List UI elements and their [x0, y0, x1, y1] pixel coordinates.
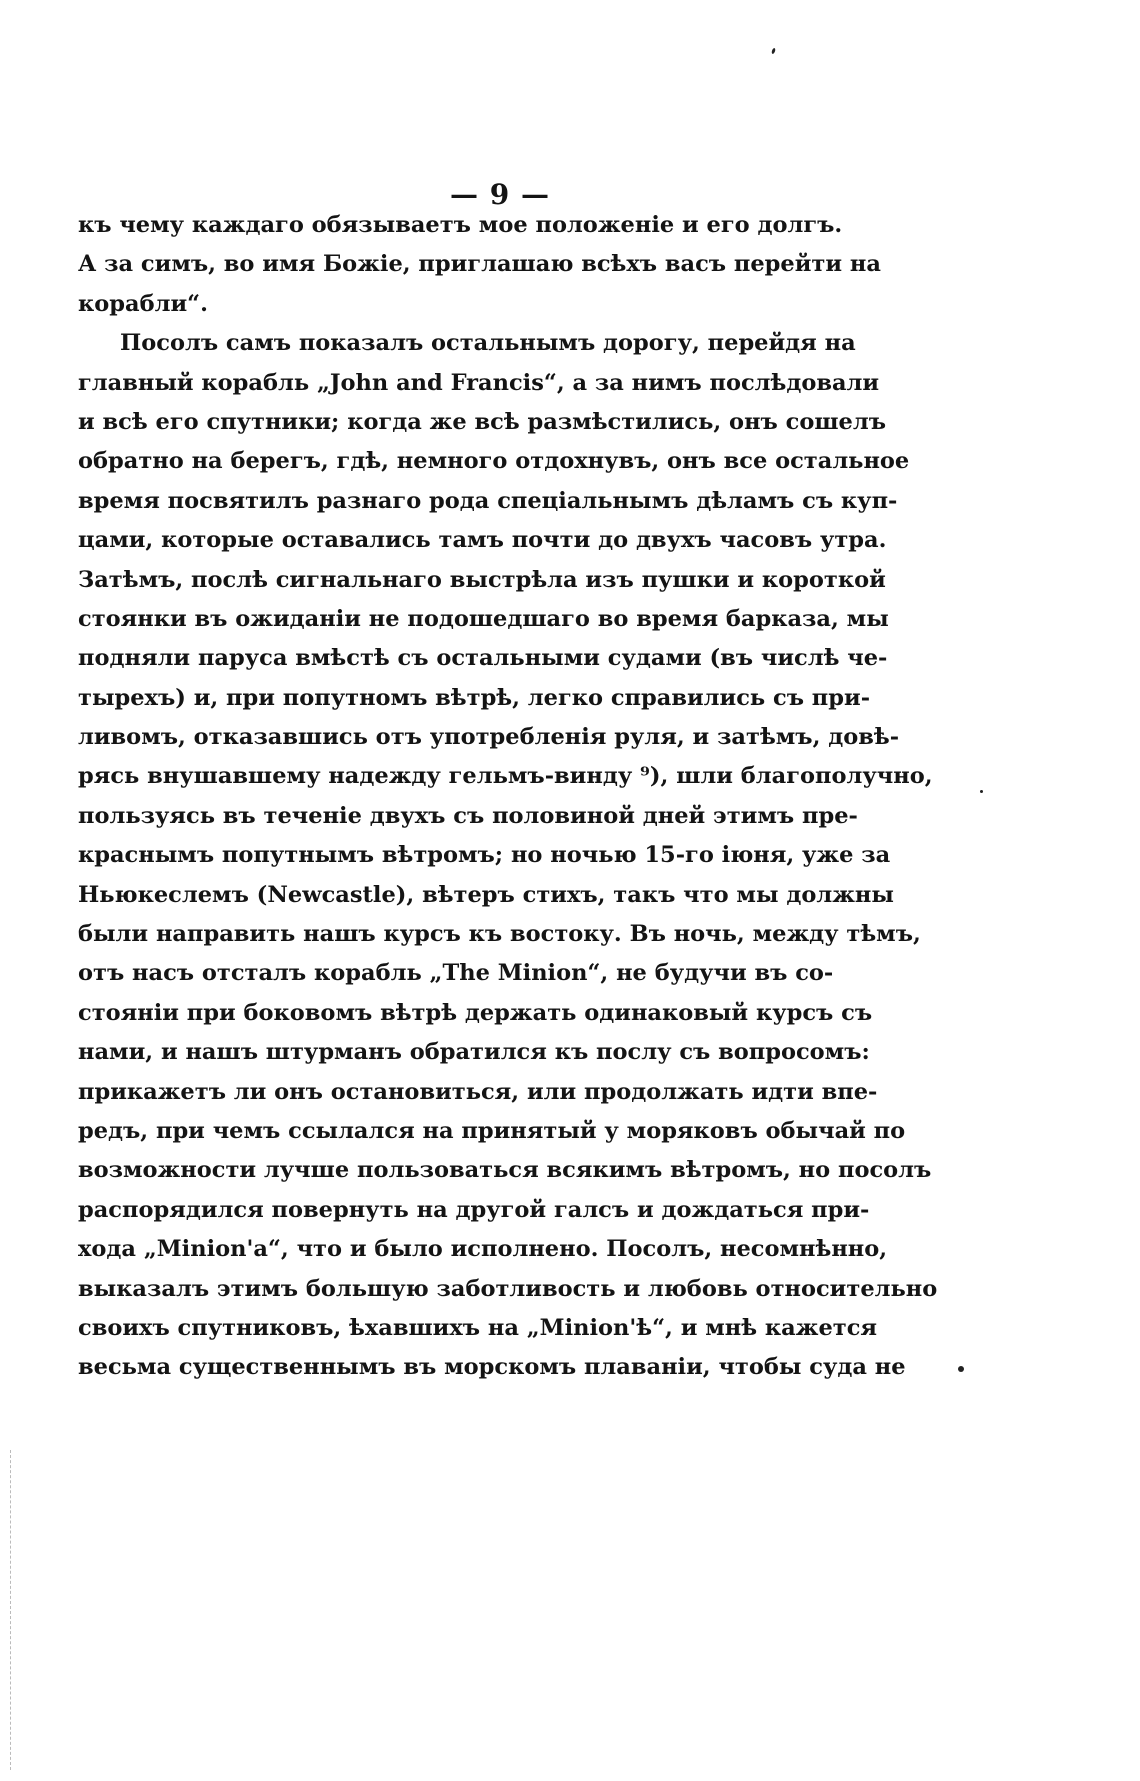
scan-speck — [771, 48, 776, 55]
text-line: корабли“. — [78, 290, 208, 317]
text-line: краснымъ попутнымъ вѣтромъ; но ночью 15-го iюня, уже за — [78, 842, 891, 869]
text-line: распорядился повернуть на другой галсъ и дождаться при- — [78, 1196, 870, 1223]
body-text — [78, 206, 938, 1388]
text-line: время посвятилъ разнаго рода спецiальнымъ дѣламъ съ куп- — [78, 487, 898, 514]
page-number: — 9 — — [450, 178, 550, 211]
text-line: прикажетъ ли онъ остановиться, или продолжать идти впе- — [78, 1078, 878, 1105]
text-line: своихъ спутниковъ, ѣхавшихъ на „Minion'ѣ“, и мнѣ кажется — [78, 1314, 878, 1341]
text-line: выказалъ этимъ большую заботливость и любовь относительно — [78, 1275, 938, 1302]
text-line: пользуясь въ теченiе двухъ съ половиной дней этимъ пре- — [78, 802, 858, 829]
text-line: цами, которые оставались тамъ почти до двухъ часовъ утра. — [78, 527, 887, 554]
text-line: были направить нашъ курсъ къ востоку. Въ ночь, между тѣмъ, — [78, 921, 921, 948]
text-line: хода „Minion'a“, что и было исполнено. Посолъ, несомнѣнно, — [78, 1236, 888, 1263]
text-line: тырехъ) и, при попутномъ вѣтрѣ, легко справились съ при- — [78, 684, 871, 711]
scan-speck — [958, 1366, 964, 1372]
text-line: обратно на берегъ, гдѣ, немного отдохнувъ, онъ все остальное — [78, 448, 910, 475]
text-line: подняли паруса вмѣстѣ съ остальными судами (въ числѣ че- — [78, 645, 888, 672]
text-line: Посолъ самъ показалъ остальнымъ дорогу, перейдя на — [120, 330, 856, 357]
text-line: отъ насъ отсталъ корабль „The Minion“, не будучи въ со- — [78, 960, 834, 987]
scan-speck — [980, 790, 983, 793]
text-line: нами, и нашъ штурманъ обратился къ послу съ вопросомъ: — [78, 1039, 870, 1066]
text-line: Ньюкеслемъ (Newcastle), вѣтеръ стихъ, такъ что мы должны — [78, 881, 894, 908]
text-line: возможности лучше пользоваться всякимъ вѣтромъ, но посолъ — [78, 1157, 932, 1184]
text-line: ливомъ, отказавшись отъ употребленiя руля, и затѣмъ, довѣ- — [78, 724, 900, 751]
text-line: А за симъ, во имя Божiе, приглашаю всѣхъ васъ перейти на — [78, 251, 881, 278]
text-line: Затѣмъ, послѣ сигнальнаго выстрѣла изъ пушки и короткой — [78, 566, 886, 593]
text-line: редъ, при чемъ ссылался на принятый у моряковъ обычай по — [78, 1117, 906, 1144]
text-line: весьма существеннымъ въ морскомъ плаванiи, чтобы суда не — [78, 1354, 906, 1381]
text-line: къ чему каждаго обязываетъ мое положенiе и его долгъ. — [78, 212, 843, 238]
text-line: рясь внушавшему надежду гельмъ-винду ⁹), шли благополучно, — [78, 763, 933, 790]
scan-edge-line — [10, 1450, 12, 1770]
text-line: стоянiи при боковомъ вѣтрѣ держать одинаковый курсъ съ — [78, 999, 873, 1026]
text-line: и всѣ его спутники; когда же всѣ размѣстились, онъ сошелъ — [78, 408, 886, 435]
text-line: главный корабль „John and Francis“, а за нимъ послѣдовали — [78, 369, 880, 396]
text-line: стоянки въ ожиданiи не подошедшаго во время барказа, мы — [78, 605, 889, 632]
